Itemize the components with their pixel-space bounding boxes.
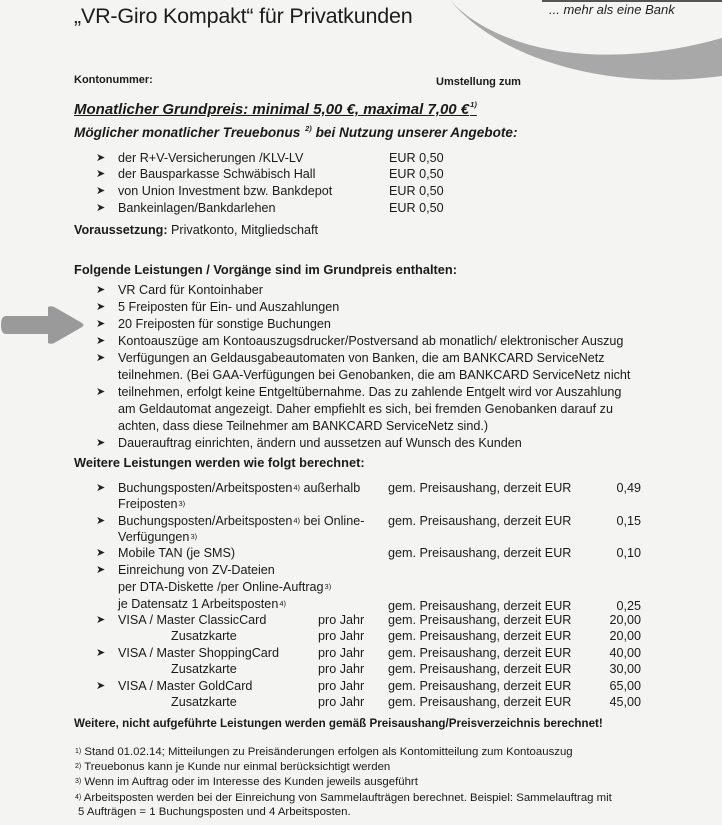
fee-price-text: gem. Preisaushang, derzeit EUR <box>388 646 572 660</box>
requirement-label: Voraussetzung: <box>74 223 168 237</box>
included-item-text: VR Card für Kontoinhaber <box>118 283 263 297</box>
fee-item-label: je Datensatz 1 Arbeitsposten$^{4)}$ <box>118 597 286 611</box>
arrow-bullet-icon: ➤ <box>96 647 106 659</box>
fee-price-text: gem. Preisaushang, derzeit EUR <box>388 546 572 560</box>
fee-price-text: gem. Preisaushang, derzeit EUR <box>388 481 572 495</box>
included-item-text: am Geldautomat angezeigt. Daher empfiehlt es sich, bei fremden Genobanken darauf zu <box>118 402 613 416</box>
page-title: „VR-Giro Kompakt“ für Privatkunden <box>74 4 413 28</box>
fee-amount: 20,00 <box>609 629 641 643</box>
bonus-item-label: von Union Investment bzw. Bankdepot <box>118 184 333 198</box>
arrow-bullet-icon: ➤ <box>96 168 106 180</box>
bonus-item-label: Bankeinlagen/Bankdarlehen <box>118 201 276 215</box>
fee-item-label: Einreichung von ZV-Dateien <box>118 563 275 577</box>
bonus-item-label: der Bausparkasse Schwäbisch Hall <box>118 167 316 181</box>
additional-services-heading: Weitere Leistungen werden wie folgt berechnet: <box>74 455 365 470</box>
additional-card-label: Zusatzkarte <box>171 662 237 676</box>
included-item-text: achten, dass diese Teilnehmer am BANKCARD ServiceNetz sind.) <box>118 419 489 433</box>
fee-item-label: per DTA-Diskette /per Online-Auftrag$^{3)}$ <box>118 580 332 594</box>
fee-amount: 0,10 <box>616 546 641 560</box>
arrow-bullet-icon: ➤ <box>96 301 106 313</box>
footnote-ref: 1) <box>470 100 477 109</box>
card-label: VISA / Master GoldCard <box>118 679 253 693</box>
included-item-text: Kontoauszüge am Kontoauszugsdrucker/Postversand ab monatlich/ elektronischer Auszug <box>118 334 624 348</box>
footnote: $^{4)}$ Arbeitsposten werden bei der Einreichung von Sammelaufträgen berechnet. Beispiel: Sammelauftrag mit <box>75 792 612 804</box>
requirement-value: Privatkonto, Mitgliedschaft <box>171 223 319 237</box>
per-year-label: pro Jahr <box>318 662 365 676</box>
arrow-bullet-icon: ➤ <box>96 680 106 692</box>
fee-price-text: gem. Preisaushang, derzeit EUR <box>388 662 572 676</box>
fee-amount: 40,00 <box>609 646 641 660</box>
bonus-item-label: der R+V-Versicherungen /KLV-LV <box>118 151 304 165</box>
per-year-label: pro Jahr <box>318 646 365 660</box>
fee-price-text: gem. Preisaushang, derzeit EUR <box>388 514 572 528</box>
card-label: VISA / Master ClassicCard <box>118 613 267 627</box>
bonus-item-amount: EUR 0,50 <box>389 167 444 181</box>
fee-amount: 65,00 <box>609 679 641 693</box>
arrow-bullet-icon: ➤ <box>96 185 106 197</box>
fee-amount: 45,00 <box>609 695 641 709</box>
footnote: $^{1)}$ Stand 01.02.14; Mitteilungen zu Preisänderungen erfolgen als Kontomitteilung zum Kontoauszug <box>75 746 573 758</box>
included-item-text: 20 Freiposten für sonstige Buchungen <box>118 317 331 331</box>
fee-item-label: Buchungsposten/Arbeitsposten$^{4)}$ bei Online- <box>118 514 365 528</box>
switch-date-label: Umstellung zum <box>436 76 521 88</box>
fee-price-text: gem. Preisaushang, derzeit EUR <box>388 695 572 709</box>
fee-price-text: gem. Preisaushang, derzeit EUR <box>388 599 572 613</box>
footnote: $^{2)}$ Treuebonus kann je Kunde nur einmal berücksichtigt werden <box>75 761 391 773</box>
footnote-continuation: 5 Aufträgen = 1 Buchungsposten und 4 Arbeitsposten. <box>78 806 351 818</box>
fee-price-text: gem. Preisaushang, derzeit EUR <box>388 613 572 627</box>
per-year-label: pro Jahr <box>318 695 365 709</box>
footnote: $^{3)}$ Wenn im Auftrag oder im Interesse des Kunden jeweils ausgeführt <box>75 776 418 788</box>
closing-note: Weitere, nicht aufgeführte Leistungen werden gemäß Preisaushang/Preisverzeichnis berechnet! <box>74 717 603 730</box>
included-item-text: teilnehmen, erfolgt keine Entgeltübernahme. Das zu zahlende Entgelt wird vor Auszahlung <box>118 385 622 399</box>
included-item-text: 5 Freiposten für Ein- und Auszahlungen <box>118 300 340 314</box>
footnote-ref: 2) <box>305 124 312 133</box>
bonus-item-amount: EUR 0,50 <box>389 184 444 198</box>
arrow-bullet-icon: ➤ <box>96 335 106 347</box>
bank-slogan: ... mehr als eine Bank <box>549 2 675 17</box>
fee-item-label: Verfügungen$^{3)}$ <box>118 530 198 544</box>
arrow-bullet-icon: ➤ <box>96 614 106 626</box>
arrow-bullet-icon: ➤ <box>96 284 106 296</box>
additional-card-label: Zusatzkarte <box>171 629 237 643</box>
arrow-bullet-icon: ➤ <box>96 515 106 527</box>
fee-item-label: Mobile TAN (je SMS) <box>118 546 236 560</box>
bonus-item-amount: EUR 0,50 <box>389 201 444 215</box>
bonus-heading-text-2: bei Nutzung unserer Angebote: <box>315 125 518 140</box>
per-year-label: pro Jahr <box>318 679 365 693</box>
account-number-label: Kontonummer: <box>74 74 153 86</box>
loyalty-bonus-heading <box>74 125 518 140</box>
requirement-line <box>74 223 318 237</box>
included-item-text: teilnehmen. (Bei GAA-Verfügungen bei Genobanken, die am BANKCARD ServiceNetz nicht <box>118 368 631 382</box>
arrow-bullet-icon: ➤ <box>96 437 106 449</box>
arrow-bullet-icon: ➤ <box>96 318 106 330</box>
arrow-bullet-icon: ➤ <box>96 547 106 559</box>
base-price-text: Monatlicher Grundpreis: minimal 5,00 €, maximal 7,00 € <box>74 101 470 118</box>
bonus-item-amount: EUR 0,50 <box>389 151 444 165</box>
fee-amount: 0,15 <box>616 514 641 528</box>
included-item-text: Dauerauftrag einrichten, ändern und aussetzen auf Wunsch des Kunden <box>118 436 522 450</box>
fee-price-text: gem. Preisaushang, derzeit EUR <box>388 679 572 693</box>
per-year-label: pro Jahr <box>318 629 365 643</box>
bonus-heading-text: Möglicher monatlicher Treuebonus <box>74 125 301 140</box>
arrow-bullet-icon: ➤ <box>96 564 106 576</box>
fee-amount: 20,00 <box>609 613 641 627</box>
fee-amount: 30,00 <box>609 662 641 676</box>
included-item-text: Verfügungen an Geldausgabeautomaten von Banken, die am BANKCARD ServiceNetz <box>118 351 605 365</box>
arrow-bullet-icon: ➤ <box>96 386 106 398</box>
additional-card-label: Zusatzkarte <box>171 695 237 709</box>
arrow-bullet-icon: ➤ <box>96 352 106 364</box>
highlight-arrow-icon <box>0 306 86 344</box>
card-label: VISA / Master ShoppingCard <box>118 646 280 660</box>
fee-amount: 0,49 <box>616 481 641 495</box>
included-services-heading: Folgende Leistungen / Vorgänge sind im Grundpreis enthalten: <box>74 262 457 277</box>
base-price-heading <box>74 101 477 118</box>
per-year-label: pro Jahr <box>318 613 365 627</box>
fee-item-label: Buchungsposten/Arbeitsposten$^{4)}$ außerhalb <box>118 481 361 495</box>
arrow-bullet-icon: ➤ <box>96 482 106 494</box>
fee-item-label: Freiposten$^{3)}$ <box>118 497 186 511</box>
fee-price-text: gem. Preisaushang, derzeit EUR <box>388 629 572 643</box>
fee-amount: 0,25 <box>616 599 641 613</box>
arrow-bullet-icon: ➤ <box>96 202 106 214</box>
arrow-bullet-icon: ➤ <box>96 152 106 164</box>
